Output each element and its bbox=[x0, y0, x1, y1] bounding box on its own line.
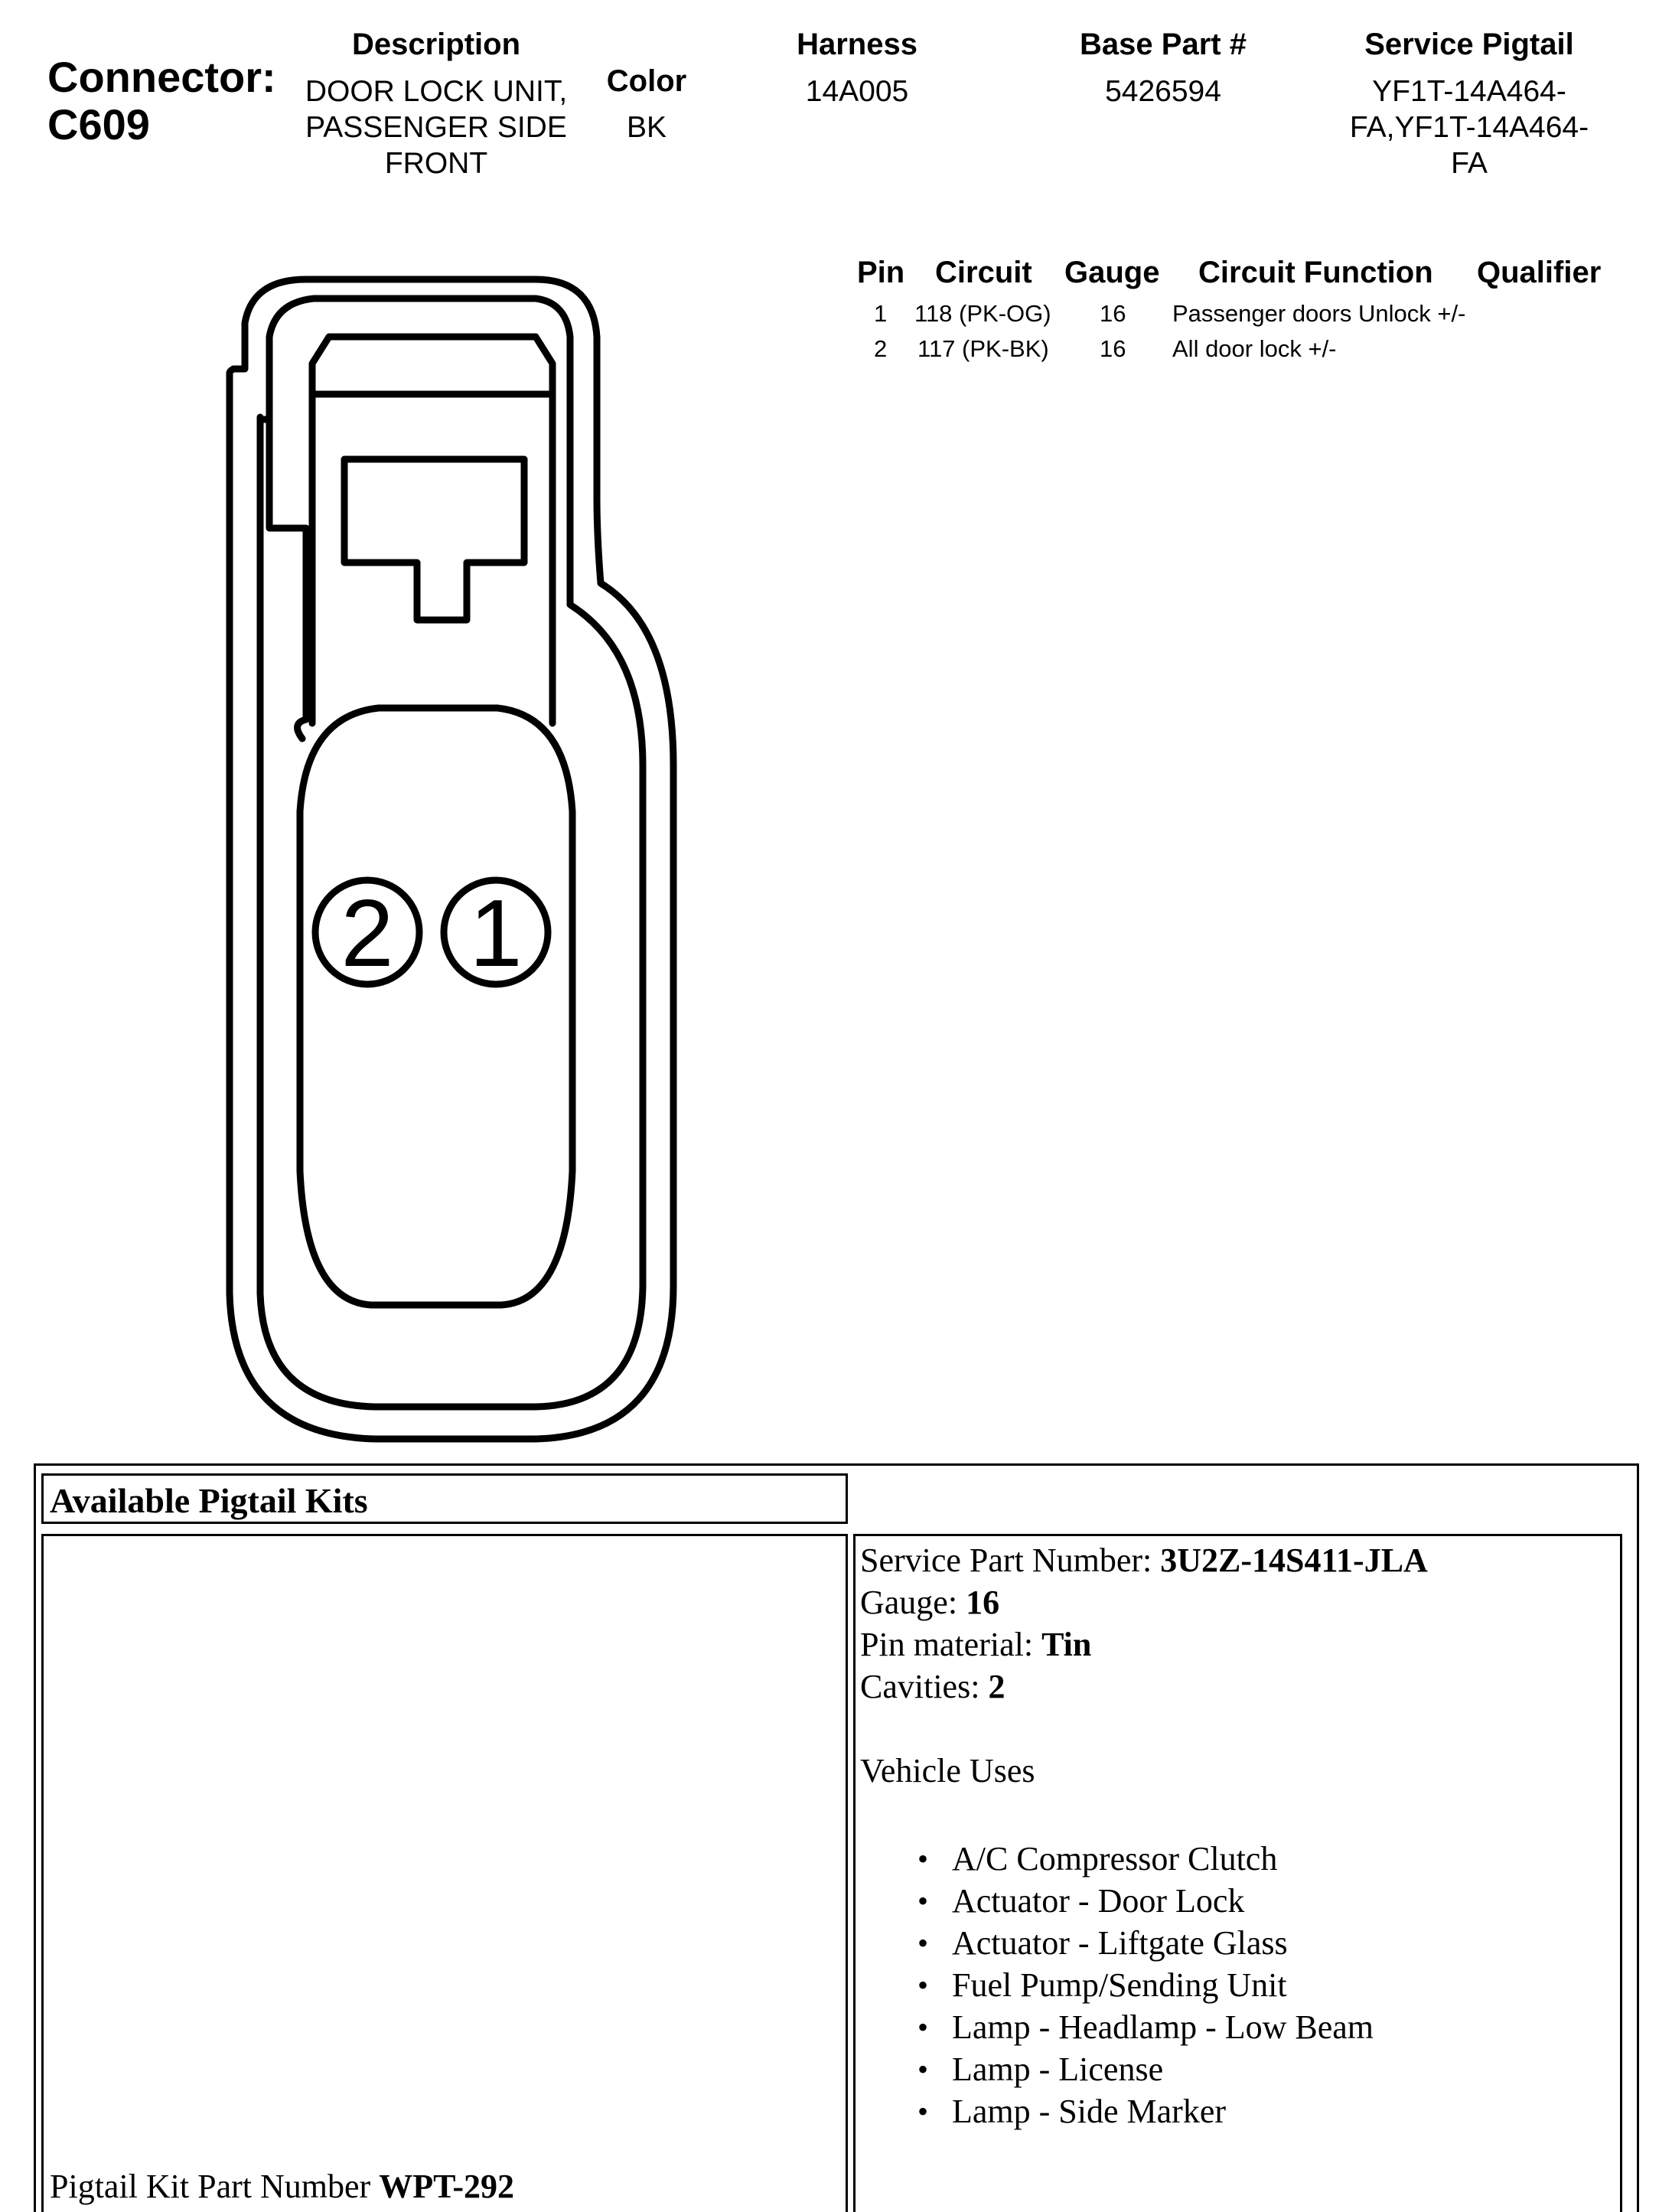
connector-face-diagram bbox=[0, 0, 765, 1454]
connector-cavity-body bbox=[300, 708, 572, 1305]
connector-key-housing bbox=[312, 337, 552, 723]
service-pigtail-value bbox=[1324, 73, 1615, 181]
pin-cell: 1 bbox=[874, 300, 888, 327]
color-header: Color bbox=[606, 64, 687, 98]
harness-value: 14A005 bbox=[805, 75, 909, 108]
harness-header: Harness bbox=[797, 28, 917, 61]
list-item: • A/C Compressor Clutch bbox=[860, 1838, 1428, 1880]
service-pigtail-line: FA,YF1T-14A464- bbox=[1349, 111, 1589, 144]
pin-col-header: Pin bbox=[857, 256, 905, 289]
pigtail-kit-part bbox=[50, 2165, 514, 2207]
kit-pin-material bbox=[860, 1623, 1428, 1666]
circuit-cell: 117 (PK-BK) bbox=[917, 335, 1049, 362]
gauge-cell: 16 bbox=[1100, 300, 1126, 327]
description-line: FRONT bbox=[384, 147, 488, 180]
kit-cavities-label: Cavities: bbox=[860, 1668, 989, 1705]
qualifier-col-header: Qualifier bbox=[1477, 256, 1602, 289]
function-cell: Passenger doors Unlock +/- bbox=[1172, 300, 1466, 327]
service-pigtail-line: FA bbox=[1451, 147, 1488, 180]
pigtail-kit-details-cell bbox=[853, 1534, 1622, 2212]
vehicle-uses-list bbox=[860, 1838, 1428, 2132]
connector-key-slot bbox=[344, 459, 524, 620]
kit-cavities-value: 2 bbox=[988, 1668, 1005, 1705]
description-line: DOOR LOCK UNIT, bbox=[305, 75, 568, 108]
gauge-cell: 16 bbox=[1100, 335, 1126, 362]
list-item: • Lamp - Side Marker bbox=[860, 2090, 1428, 2132]
kit-gauge-value: 16 bbox=[966, 1584, 1000, 1621]
color-value: BK bbox=[626, 111, 667, 144]
list-item: • Actuator - Door Lock bbox=[860, 1880, 1428, 1922]
service-part-label: Service Part Number: bbox=[860, 1542, 1161, 1579]
pigtail-kit-details bbox=[860, 1539, 1428, 2132]
pigtail-kit-part-label: Pigtail Kit Part Number bbox=[50, 2168, 380, 2205]
connector-inner-body bbox=[260, 299, 643, 1407]
service-part-number bbox=[860, 1539, 1428, 1581]
connector-label: Connector: bbox=[47, 53, 276, 101]
description-line: PASSENGER SIDE bbox=[305, 111, 567, 144]
connector-latch bbox=[269, 419, 306, 739]
circuit-function-col-header: Circuit Function bbox=[1198, 256, 1433, 289]
pin-cell: 2 bbox=[874, 335, 888, 362]
kit-pin-material-value: Tin bbox=[1041, 1626, 1092, 1663]
list-item: • Actuator - Liftgate Glass bbox=[860, 1922, 1428, 1964]
description-header: Description bbox=[351, 28, 521, 61]
list-item: • Lamp - Headlamp - Low Beam bbox=[860, 2006, 1428, 2048]
base-part-value: 5426594 bbox=[1105, 75, 1221, 108]
gauge-col-header: Gauge bbox=[1064, 256, 1160, 289]
pigtail-kit-image-cell bbox=[41, 1534, 848, 2212]
list-item: • Fuel Pump/Sending Unit bbox=[860, 1964, 1428, 2006]
cavity-label-1: 1 bbox=[469, 881, 523, 987]
pigtail-kit-part-value: WPT-292 bbox=[379, 2168, 515, 2205]
kit-cavities bbox=[860, 1666, 1428, 1708]
connector-outer-shell bbox=[230, 279, 673, 1439]
cavity-label-2: 2 bbox=[341, 881, 394, 987]
pigtail-kits-title: Available Pigtail Kits bbox=[50, 1481, 368, 1520]
kit-pin-material-label: Pin material: bbox=[860, 1626, 1042, 1663]
function-cell: All door lock +/- bbox=[1172, 335, 1337, 362]
circuit-col-header: Circuit bbox=[935, 256, 1032, 289]
service-pigtail-line: YF1T-14A464- bbox=[1372, 75, 1566, 108]
connector-id: C609 bbox=[47, 100, 150, 148]
pigtail-kits-title-cell bbox=[41, 1473, 848, 1524]
circuit-cell: 118 (PK-OG) bbox=[914, 300, 1051, 327]
service-pigtail-header: Service Pigtail bbox=[1364, 28, 1574, 61]
kit-gauge-label: Gauge: bbox=[860, 1584, 966, 1621]
base-part-header: Base Part # bbox=[1080, 28, 1247, 61]
list-item: • Lamp - License bbox=[860, 2048, 1428, 2090]
vehicle-uses-label: Vehicle Uses bbox=[860, 1752, 1035, 1790]
kit-gauge bbox=[860, 1581, 1428, 1623]
service-part-value: 3U2Z-14S411-JLA bbox=[1160, 1542, 1428, 1579]
